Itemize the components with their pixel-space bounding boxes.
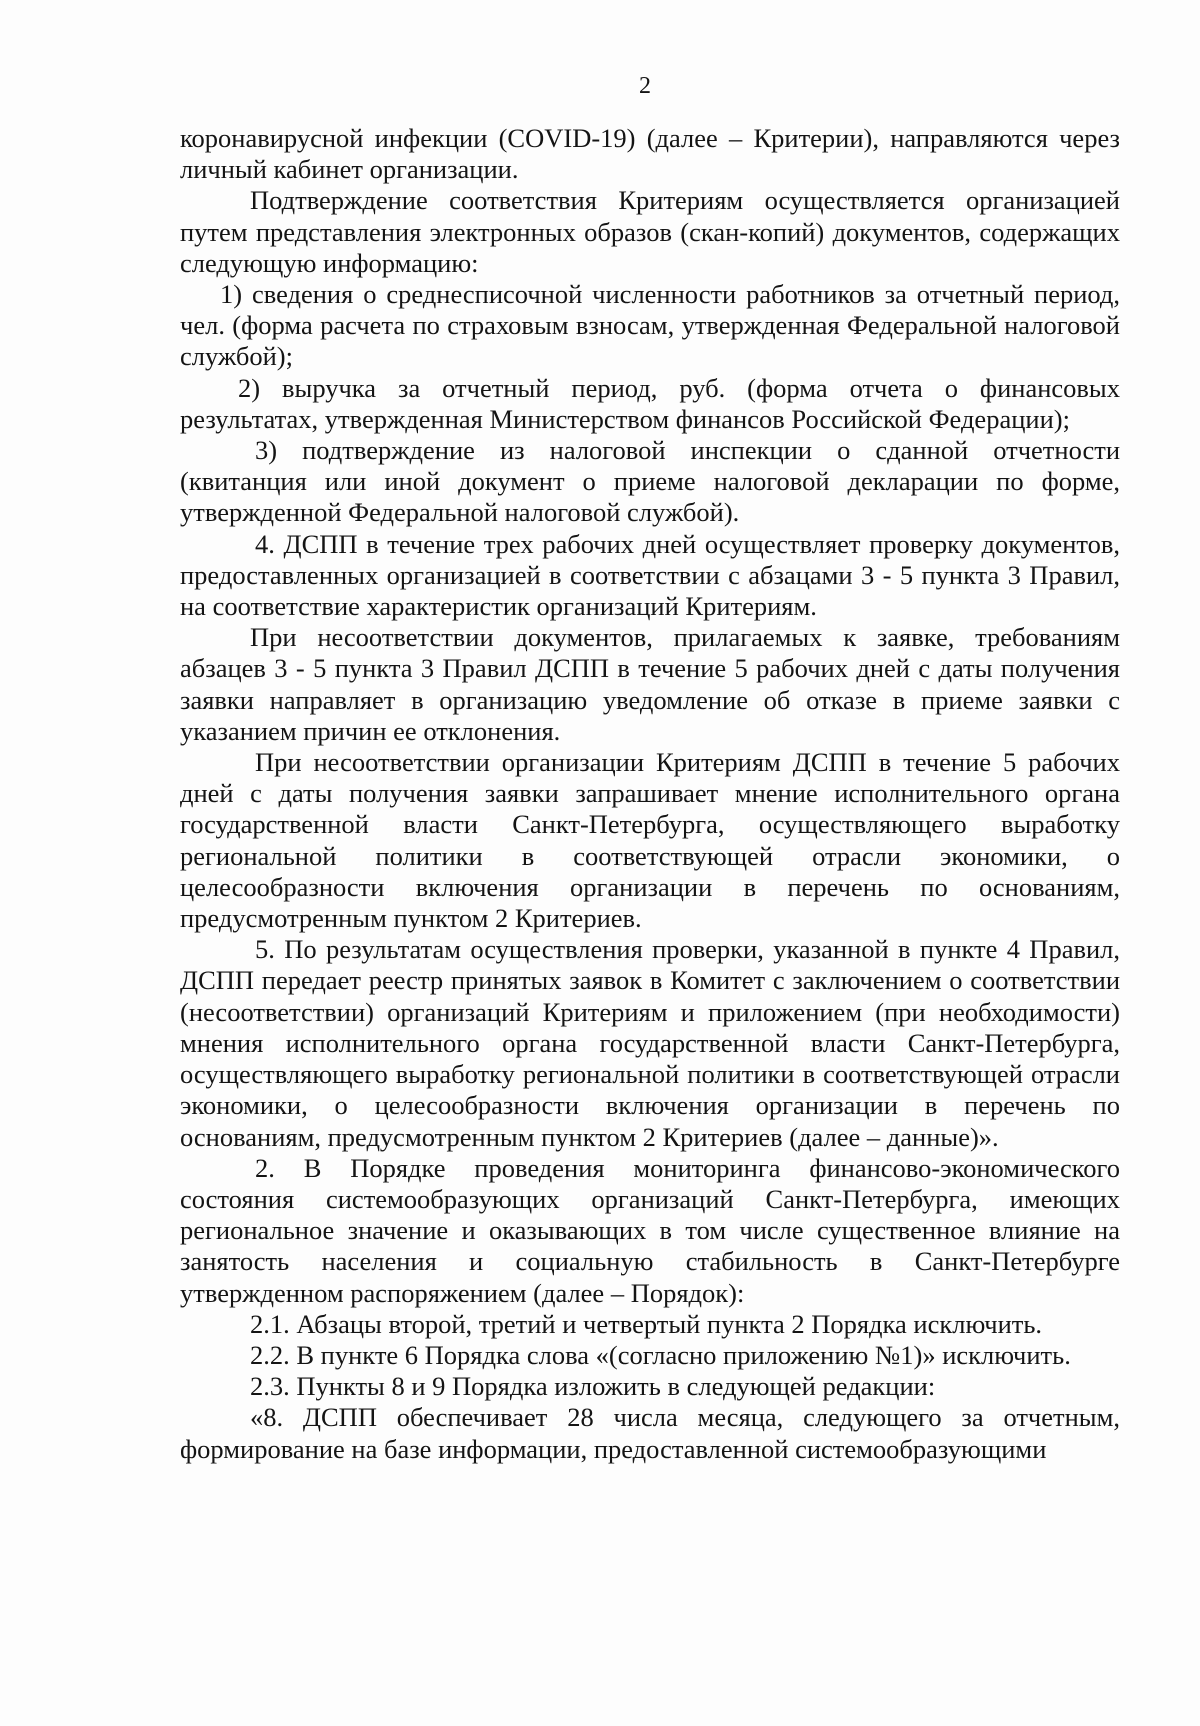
page-number: 2 bbox=[639, 73, 651, 99]
paragraph-item-2-procedure: 2. В Порядке проведения мониторинга финансово-экономического состояния системообразующих организаций Санкт-Петербурга, имеющих региональное значение и оказывающих в том числе существенное влияние на занятость населения и социальную стабильность в Санкт-Петербурге утвержденном распоряжением (далее – Порядок): bbox=[180, 1152, 1120, 1308]
list-item-tax-confirmation: 3) подтверждение из налоговой инспекции о сданной отчетности (квитанция или иной документ о приеме налоговой декларации по форме, утвержденной Федеральной налоговой службой). bbox=[180, 435, 1120, 528]
paragraph-item-2-1: 2.1. Абзацы второй, третий и четвертый пункта 2 Порядка исключить. bbox=[250, 1308, 1043, 1339]
list-item-headcount: 1) сведения о среднесписочной численности работников за отчетный период, чел. (форма расчета по страховым взносам, утвержденная Федеральной налоговой службой); bbox=[180, 279, 1120, 372]
paragraph-document-mismatch: При несоответствии документов, прилагаемых к заявке, требованиям абзацев 3 - 5 пункта 3 Правил ДСПП в течение 5 рабочих дней с даты получения заявки направляет в организацию уведомление об отказе в приеме заявки с указанием причин ее отклонения. bbox=[180, 622, 1120, 746]
paragraph-organization-mismatch: При несоответствии организации Критериям ДСПП в течение 5 рабочих дней с даты получения заявки запрашивает мнение исполнительного органа государственной власти Санкт-Петербурга, осуществляющего выработку региональной политики в соответствующей отрасли экономики, о целесообразности включения организации в перечень по основаниям, предусмотренным пунктом 2 Критериев. bbox=[180, 747, 1120, 934]
paragraph-item-2-3: 2.3. Пункты 8 и 9 Порядка изложить в следующей редакции: bbox=[250, 1371, 936, 1402]
list-item-revenue: 2) выручка за отчетный период, руб. (форма отчета о финансовых результатах, утвержденная Министерством финансов Российской Федерации); bbox=[180, 372, 1120, 434]
paragraph-item-2-2: 2.2. В пункте 6 Порядка слова «(согласно приложению №1)» исключить. bbox=[250, 1339, 1071, 1370]
paragraph-criteria-continuation: коронавирусной инфекции (COVID-19) (далее – Критерии), направляются через личный кабинет организации. bbox=[180, 123, 1120, 185]
paragraph-item-8-start: «8. ДСПП обеспечивает 28 числа месяца, следующего за отчетным, формирование на базе информации, предоставленной системообразующими bbox=[180, 1402, 1120, 1464]
document-body bbox=[180, 123, 1120, 1465]
paragraph-confirmation: Подтверждение соответствия Критериям осуществляется организацией путем представления электронных образов (скан-копий) документов, содержащих следующую информацию: bbox=[180, 185, 1120, 278]
paragraph-item-4: 4. ДСПП в течение трех рабочих дней осуществляет проверку документов, предоставленных организацией в соответствии с абзацами 3 - 5 пункта 3 Правил, на соответствие характеристик организаций Критериям. bbox=[180, 528, 1120, 622]
paragraph-item-5: 5. По результатам осуществления проверки, указанной в пункте 4 Правил, ДСПП передает реестр принятых заявок в Комитет с заключением о соответствии (несоответствии) организаций Критериям и приложением (при необходимости) мнения исполнительного органа государственной власти Санкт-Петербурга, осуществляющего выработку региональной политики в соответствующей отрасли экономики, о целесообразности включения организации в перечень по основаниям, предусмотренным пунктом 2 Критериев (далее – данные)». bbox=[180, 934, 1120, 1152]
